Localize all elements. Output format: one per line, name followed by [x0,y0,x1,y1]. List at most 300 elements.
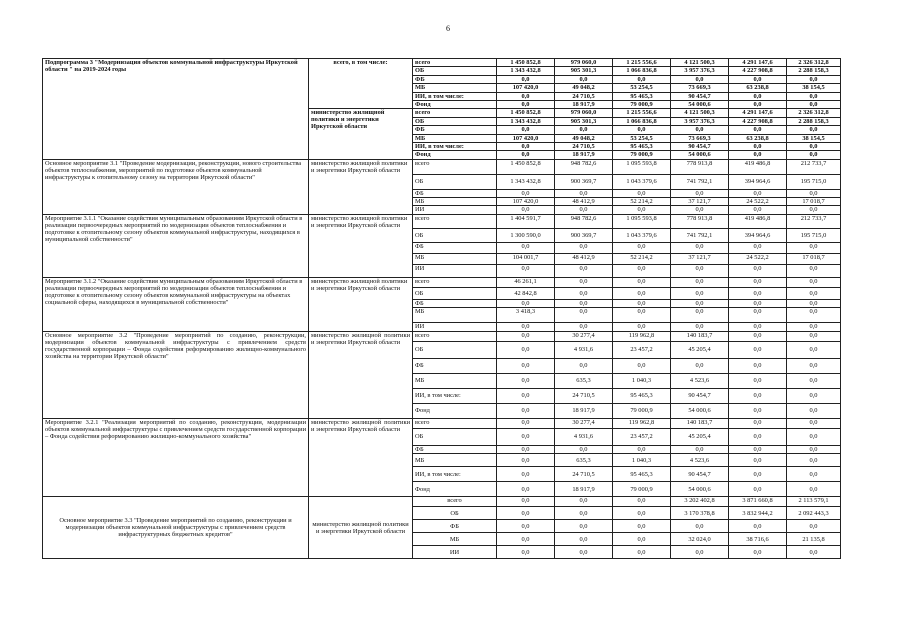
value-cell: 905 301,3 [555,117,613,125]
source-label: МБ [413,454,497,467]
value-cell: 0,0 [555,358,613,373]
value-cell: 0,0 [729,92,787,100]
value-cell: 0,0 [671,323,729,331]
value-cell: 0,0 [787,482,841,497]
value-cell: 0,0 [671,75,729,83]
value-cell: 0,0 [729,546,787,559]
value-cell: 48 412,9 [555,198,613,206]
executor-cell: всего, в том числе: [309,59,413,109]
value-cell: 0,0 [787,308,841,323]
source-label: ИИ [413,264,497,277]
source-label: ОБ [413,67,497,75]
source-label: ФБ [413,358,497,373]
value-cell: 0,0 [555,242,613,253]
value-cell: 95 465,3 [613,388,671,403]
value-cell: 0,0 [497,189,555,197]
value-cell: 0,0 [729,341,787,358]
value-cell: 0,0 [671,126,729,134]
source-label: ИИ, в том числе: [413,388,497,403]
source-label: ОБ [413,428,497,445]
value-cell: 0,0 [787,277,841,287]
value-cell: 4 227 908,8 [729,67,787,75]
executor-cell: министерство жилищной политики и энергетики Иркутской области [309,109,413,159]
value-cell: 90 454,7 [671,388,729,403]
value-cell: 979 060,0 [555,109,613,117]
value-cell: 0,0 [497,428,555,445]
value-cell: 52 214,2 [613,198,671,206]
table-row [43,418,841,428]
value-cell: 0,0 [729,403,787,418]
value-cell: 0,0 [787,358,841,373]
table-row [43,497,841,507]
value-cell: 212 733,7 [787,214,841,228]
value-cell: 17 018,7 [787,198,841,206]
value-cell: 0,0 [555,308,613,323]
source-label: ИИ [413,546,497,559]
value-cell: 0,0 [671,189,729,197]
value-cell: 0,0 [729,323,787,331]
value-cell: 0,0 [729,100,787,108]
source-label: ИИ, в том числе: [413,142,497,150]
value-cell: 0,0 [787,299,841,307]
value-cell: 1 043 379,6 [613,228,671,242]
value-cell: 0,0 [613,546,671,559]
table-row [43,331,841,341]
value-cell: 948 782,6 [555,159,613,174]
value-cell: 0,0 [497,373,555,388]
value-cell: 0,0 [555,497,613,507]
value-cell: 0,0 [729,151,787,159]
value-cell: 0,0 [555,189,613,197]
value-cell: 79 000,9 [613,403,671,418]
source-label: МБ [413,373,497,388]
value-cell: 0,0 [671,264,729,277]
value-cell: 38 154,5 [787,134,841,142]
value-cell: 107 420,0 [497,198,555,206]
value-cell: 0,0 [613,287,671,299]
source-label: ОБ [413,117,497,125]
source-label: ФБ [413,299,497,307]
value-cell: 0,0 [555,299,613,307]
source-label: всего [413,418,497,428]
value-cell: 0,0 [613,264,671,277]
executor-cell: министерство жилищной политики и энергетики Иркутской области [309,277,413,331]
value-cell: 54 000,6 [671,403,729,418]
value-cell: 0,0 [729,445,787,453]
value-cell: 0,0 [555,520,613,533]
value-cell: 0,0 [729,206,787,214]
value-cell: 635,3 [555,454,613,467]
source-label: ОБ [413,507,497,520]
value-cell: 0,0 [787,151,841,159]
table-row [43,214,841,228]
page-number: 6 [446,24,450,33]
value-cell: 53 254,5 [613,134,671,142]
source-label: МБ [413,84,497,92]
value-cell: 2 288 158,3 [787,67,841,75]
executor-cell: министерство жилищной политики и энергетики Иркутской области [309,331,413,418]
value-cell: 38 716,6 [729,533,787,546]
value-cell: 0,0 [787,75,841,83]
value-cell: 17 018,7 [787,253,841,264]
value-cell: 0,0 [497,323,555,331]
value-cell: 23 457,2 [613,428,671,445]
value-cell: 2 092 443,3 [787,507,841,520]
value-cell: 32 024,0 [671,533,729,546]
source-label: ИИ, в том числе: [413,92,497,100]
value-cell: 0,0 [787,520,841,533]
row-title-activity-3-2: Основное мероприятие 3.2 "Проведение мероприятий по созданию, реконструкции, модернизации объектов коммунальной инфраструктуры с привлечением средств государственной корпорации – Фонда содействия реформированию жилищно-коммунального хозяйства на территории Иркутской области" [43,331,309,418]
value-cell: 0,0 [787,242,841,253]
value-cell: 3 832 944,2 [729,507,787,520]
value-cell: 1 066 836,8 [613,117,671,125]
value-cell: 0,0 [613,189,671,197]
value-cell: 0,0 [671,299,729,307]
value-cell: 24 710,5 [555,388,613,403]
source-label: всего [413,277,497,287]
table-row [43,159,841,174]
value-cell: 195 715,0 [787,228,841,242]
value-cell: 2 326 312,8 [787,59,841,67]
value-cell: 0,0 [613,520,671,533]
value-cell: 0,0 [497,507,555,520]
value-cell: 24 522,2 [729,198,787,206]
value-cell: 18 917,9 [555,100,613,108]
value-cell: 0,0 [497,454,555,467]
value-cell: 0,0 [613,323,671,331]
value-cell: 0,0 [497,75,555,83]
value-cell: 0,0 [729,264,787,277]
value-cell: 0,0 [497,388,555,403]
row-title-subprogram-3: Подпрограмма 3 "Модернизация объектов коммунальной инфраструктуры Иркутской области " на 2019-2024 годы [43,59,309,160]
value-cell: 1 404 591,7 [497,214,555,228]
source-label: МБ [413,533,497,546]
value-cell: 54 000,6 [671,482,729,497]
value-cell: 0,0 [729,520,787,533]
value-cell: 4 227 908,8 [729,117,787,125]
value-cell: 24 710,5 [555,92,613,100]
value-cell: 0,0 [787,142,841,150]
value-cell: 30 277,4 [555,418,613,428]
value-cell: 2 288 158,3 [787,117,841,125]
value-cell: 0,0 [729,388,787,403]
source-label: всего [413,59,497,67]
executor-cell: министерство жилищной политики и энергетики Иркутской области [309,214,413,277]
value-cell: 0,0 [613,497,671,507]
value-cell: 21 135,8 [787,533,841,546]
value-cell: 0,0 [729,75,787,83]
value-cell: 0,0 [787,126,841,134]
value-cell: 3 957 376,3 [671,67,729,75]
value-cell: 0,0 [729,428,787,445]
value-cell: 23 457,2 [613,341,671,358]
value-cell: 419 486,8 [729,214,787,228]
value-cell: 79 000,9 [613,482,671,497]
value-cell: 0,0 [497,264,555,277]
value-cell: 0,0 [497,533,555,546]
source-label: МБ [413,198,497,206]
value-cell: 741 792,1 [671,228,729,242]
value-cell: 37 121,7 [671,253,729,264]
value-cell: 0,0 [671,206,729,214]
value-cell: 394 964,6 [729,174,787,189]
row-title-activity-3-1-2: Мероприятие 3.1.2 "Оказание содействия муниципальным образованиям Иркутской области в реализации первоочередных мероприятий по модернизации объектов теплоснабжения и подготовке к отопительному сезону объектов коммунальной инфраструктуры на объектах социальной сферы, находящихся в муниципальной собственности" [43,277,309,331]
value-cell: 0,0 [787,373,841,388]
value-cell: 0,0 [729,126,787,134]
value-cell: 900 369,7 [555,174,613,189]
value-cell: 104 001,7 [497,253,555,264]
value-cell: 73 669,3 [671,84,729,92]
value-cell: 1 343 432,8 [497,117,555,125]
value-cell: 0,0 [497,151,555,159]
value-cell: 90 454,7 [671,92,729,100]
value-cell: 52 214,2 [613,253,671,264]
value-cell: 30 277,4 [555,331,613,341]
value-cell: 2 326 312,8 [787,109,841,117]
value-cell: 140 183,7 [671,418,729,428]
value-cell: 195 715,0 [787,174,841,189]
value-cell: 979 060,0 [555,59,613,67]
funding-table [42,58,841,559]
value-cell: 0,0 [497,100,555,108]
value-cell: 1 040,3 [613,373,671,388]
row-title-activity-3-1: Основное мероприятие 3.1 "Проведение модернизации, реконструкции, нового строительства объектов теплоснабжения, мероприятий по подготовке объектов коммунальной инфраструктуры к отопительному сезону на территории Иркутской области" [43,159,309,214]
value-cell: 0,0 [613,126,671,134]
value-cell: 0,0 [729,242,787,253]
executor-cell: министерство жилищной политики и энергетики Иркутской области [309,418,413,496]
value-cell: 0,0 [613,299,671,307]
value-cell: 0,0 [613,533,671,546]
value-cell: 778 913,8 [671,214,729,228]
value-cell: 394 964,6 [729,228,787,242]
value-cell: 4 931,6 [555,428,613,445]
source-label: ФБ [413,445,497,453]
value-cell: 0,0 [671,242,729,253]
value-cell: 0,0 [729,358,787,373]
value-cell: 0,0 [497,299,555,307]
value-cell: 18 917,9 [555,482,613,497]
source-label: ОБ [413,287,497,299]
value-cell: 1 215 556,6 [613,109,671,117]
value-cell: 1 043 379,6 [613,174,671,189]
source-label: МБ [413,308,497,323]
value-cell: 905 301,3 [555,67,613,75]
value-cell: 0,0 [671,308,729,323]
value-cell: 0,0 [497,341,555,358]
source-label: ФБ [413,520,497,533]
value-cell: 4 121 500,3 [671,109,729,117]
source-label: Фонд [413,482,497,497]
value-cell: 38 154,5 [787,84,841,92]
value-cell: 79 000,9 [613,151,671,159]
source-label: Фонд [413,403,497,418]
value-cell: 107 420,0 [497,84,555,92]
table-row [43,277,841,287]
value-cell: 0,0 [555,533,613,546]
value-cell: 0,0 [787,323,841,331]
value-cell: 0,0 [555,287,613,299]
value-cell: 1 215 556,6 [613,59,671,67]
value-cell: 0,0 [729,482,787,497]
value-cell: 24 710,5 [555,142,613,150]
value-cell: 79 000,9 [613,100,671,108]
value-cell: 0,0 [729,287,787,299]
source-label: ОБ [413,228,497,242]
executor-cell: министерство жилищной политики и энергетики Иркутской области [309,159,413,214]
source-label: ОБ [413,174,497,189]
source-label: ОБ [413,341,497,358]
source-label: ИИ [413,206,497,214]
value-cell: 0,0 [497,242,555,253]
value-cell: 18 917,9 [555,403,613,418]
value-cell: 63 238,8 [729,84,787,92]
value-cell: 0,0 [671,358,729,373]
value-cell: 0,0 [729,373,787,388]
value-cell: 4 291 147,6 [729,59,787,67]
value-cell: 53 254,5 [613,84,671,92]
value-cell: 0,0 [613,277,671,287]
value-cell: 4 931,6 [555,341,613,358]
value-cell: 46 261,1 [497,277,555,287]
source-label: Фонд [413,151,497,159]
value-cell: 0,0 [497,445,555,453]
value-cell: 48 412,9 [555,253,613,264]
value-cell: 0,0 [787,428,841,445]
value-cell: 24 522,2 [729,253,787,264]
value-cell: 0,0 [787,189,841,197]
value-cell: 1 066 836,8 [613,67,671,75]
value-cell: 0,0 [729,142,787,150]
value-cell: 419 486,8 [729,159,787,174]
value-cell: 0,0 [613,206,671,214]
value-cell: 0,0 [729,331,787,341]
value-cell: 1 450 852,8 [497,59,555,67]
value-cell: 0,0 [497,331,555,341]
value-cell: 0,0 [729,418,787,428]
value-cell: 0,0 [787,403,841,418]
row-title-activity-3-2-1: Мероприятие 3.2.1 "Реализация мероприятий по созданию, реконструкции, модернизации объектов коммунальной инфраструктуры с привлечением средств государственной корпорации – Фонда содействия реформированию жилищно-коммунального хозяйства" [43,418,309,496]
value-cell: 0,0 [555,507,613,520]
value-cell: 0,0 [787,445,841,453]
source-label: всего [413,109,497,117]
value-cell: 107 420,0 [497,134,555,142]
value-cell: 0,0 [555,546,613,559]
value-cell: 0,0 [555,323,613,331]
value-cell: 778 913,8 [671,159,729,174]
value-cell: 1 300 590,0 [497,228,555,242]
value-cell: 0,0 [613,242,671,253]
value-cell: 0,0 [787,206,841,214]
value-cell: 49 048,2 [555,134,613,142]
value-cell: 49 048,2 [555,84,613,92]
row-title-activity-3-3: Основное мероприятие 3.3 "Проведение мероприятий по созданию, реконструкции и модернизации объектов коммунальной инфраструктуры с привлечением средств инфраструктурных бюджетных кредитов" [43,497,309,559]
source-label: ИИ, в том числе: [413,467,497,482]
value-cell: 54 000,6 [671,100,729,108]
value-cell: 95 465,3 [613,467,671,482]
value-cell: 4 523,6 [671,454,729,467]
value-cell: 45 205,4 [671,341,729,358]
value-cell: 0,0 [497,126,555,134]
row-title-activity-3-1-1: Мероприятие 3.1.1 "Оказание содействия муниципальным образованиям Иркутской области в реализации первоочередных мероприятий по модернизации объектов теплоснабжения и подготовке к отопительному сезону объектов коммунальной инфраструктуры, находящихся в муниципальной собственности" [43,214,309,277]
source-label: МБ [413,253,497,264]
value-cell: 1 343 432,8 [497,67,555,75]
value-cell: 0,0 [497,403,555,418]
source-label: всего [413,159,497,174]
value-cell: 0,0 [787,467,841,482]
value-cell: 0,0 [787,388,841,403]
value-cell: 95 465,3 [613,92,671,100]
value-cell: 3 871 660,8 [729,497,787,507]
value-cell: 0,0 [787,264,841,277]
source-label: ФБ [413,126,497,134]
value-cell: 1 450 852,8 [497,109,555,117]
value-cell: 741 792,1 [671,174,729,189]
value-cell: 0,0 [729,454,787,467]
value-cell: 0,0 [787,92,841,100]
value-cell: 0,0 [555,264,613,277]
value-cell: 0,0 [787,546,841,559]
value-cell: 1 040,3 [613,454,671,467]
value-cell: 0,0 [497,418,555,428]
source-label: ИИ [413,323,497,331]
value-cell: 0,0 [613,507,671,520]
value-cell: 0,0 [497,482,555,497]
source-label: всего [413,497,497,507]
value-cell: 0,0 [497,92,555,100]
value-cell: 0,0 [787,454,841,467]
value-cell: 1 343 432,8 [497,174,555,189]
value-cell: 0,0 [497,142,555,150]
value-cell: 54 000,6 [671,151,729,159]
value-cell: 0,0 [555,75,613,83]
value-cell: 0,0 [613,75,671,83]
value-cell: 0,0 [497,546,555,559]
value-cell: 212 733,7 [787,159,841,174]
value-cell: 900 369,7 [555,228,613,242]
value-cell: 1 095 593,8 [613,214,671,228]
value-cell: 0,0 [729,299,787,307]
value-cell: 0,0 [671,520,729,533]
value-cell: 0,0 [555,445,613,453]
value-cell: 0,0 [555,126,613,134]
value-cell: 37 121,7 [671,198,729,206]
value-cell: 0,0 [497,206,555,214]
value-cell: 1 450 852,8 [497,159,555,174]
source-label: ФБ [413,75,497,83]
value-cell: 0,0 [497,520,555,533]
value-cell: 0,0 [497,497,555,507]
value-cell: 95 465,3 [613,142,671,150]
value-cell: 0,0 [729,308,787,323]
source-label: Фонд [413,100,497,108]
value-cell: 140 183,7 [671,331,729,341]
value-cell: 18 917,9 [555,151,613,159]
value-cell: 1 095 593,8 [613,159,671,174]
source-label: всего [413,214,497,228]
table-row [43,59,841,67]
value-cell: 0,0 [613,445,671,453]
value-cell: 0,0 [613,358,671,373]
value-cell: 948 782,6 [555,214,613,228]
value-cell: 73 669,3 [671,134,729,142]
value-cell: 0,0 [671,445,729,453]
value-cell: 0,0 [555,206,613,214]
executor-cell: министерство жилищной политики и энергетики Иркутской области [309,497,413,559]
value-cell: 42 842,8 [497,287,555,299]
value-cell: 4 121 500,3 [671,59,729,67]
value-cell: 2 113 579,1 [787,497,841,507]
value-cell: 0,0 [729,277,787,287]
